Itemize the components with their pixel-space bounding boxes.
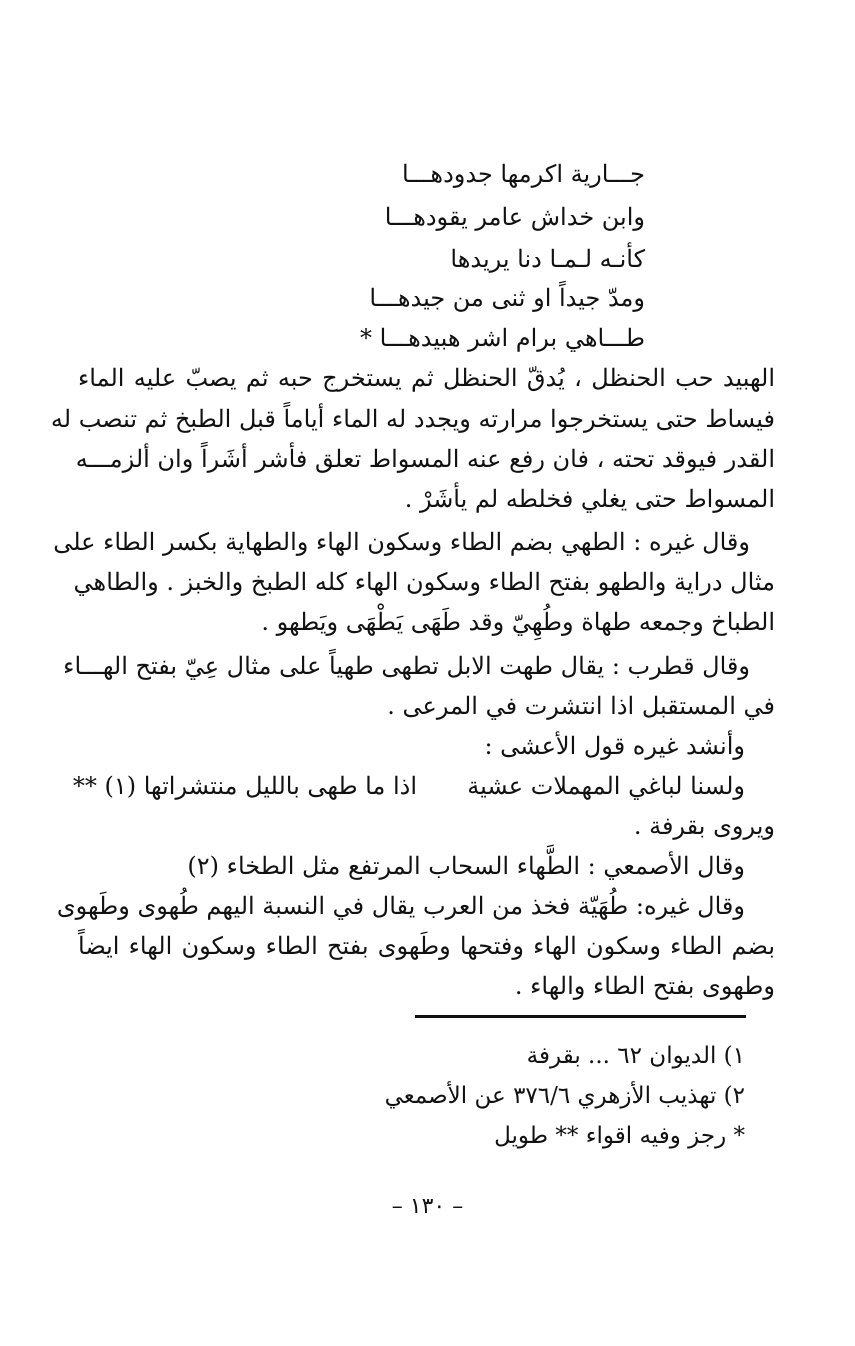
poem-line: طـــاهي برام اشر هبيدهـــا * [360,324,645,352]
paragraph-line: بضم الطاء وسكون الهاء وفتحها وطَهوى بفتح الطاء وسكون الهاء ايضاً [78,932,775,960]
paragraph-line: الطباخ وجمعه طهاة وطُهِيّ وقد طَهَى يَطْهَى ويَطهو . [261,608,775,636]
paragraph-line: وقال غيره: طُهَيّة فخذ من العرب يقال في النسبة اليهم طُهوى وطَهوى [56,892,745,920]
verse-hemistich-first: ولسنا لباغي المهملات عشية [467,772,745,800]
footnote: ٢) تهذيب الأزهري ٣٧٦/٦ عن الأصمعي [384,1083,745,1109]
paragraph-line: وقال غيره : الطهي بضم الطاء وسكون الهاء والطهاية بكسر الطاء على [53,528,750,556]
paragraph-line: مثال دراية والطهو بفتح الطاء وسكون الهاء كله الطبخ والخبز . والطاهي [73,568,775,596]
paragraph-line: الهبيد حب الحنظل ، يُدقّ الحنظل ثم يستخرج حبه ثم يصبّ عليه الماء [78,364,775,392]
footnote: ١) الديوان ٦٢ ... بقرفة [526,1043,745,1069]
page-number: – ١٣٠ – [391,1194,464,1219]
paragraph-line: وقال الأصمعي : الطَّهاء السحاب المرتفع مثل الطخاء (٢) [187,852,745,880]
paragraph-line: فيساط حتى يستخرجوا مرارته ويجدد له الماء أياماً قبل الطبخ ثم تنصب له [50,405,775,433]
poem-line: ومدّ جيداً او ثنى من جيدهـــا [369,284,645,312]
paragraph-line: وطهوى بفتح الطاء والهاء . [514,972,775,1000]
paragraph-line: وأنشد غيره قول الأعشى : [484,732,745,760]
poem-line: جـــارية اكرمها جدودهـــا [402,160,645,188]
verse-hemistich-second: اذا ما طهى بالليل منتشراتها (١) ** [72,772,417,800]
paragraph-line: ويروى بقرفة . [633,812,775,840]
paragraph-line: في المستقبل اذا انتشرت في المرعى . [387,692,775,720]
poem-line: وابن خداش عامر يقودهـــا [384,203,645,231]
paragraph-line: وقال قطرب : يقال طهت الابل تطهى طهياً على مثال عِيّ بفتح الهـــاء [63,652,750,680]
paragraph-line: القدر فيوقد تحته ، فان رفع عنه المسواط تعلق فأشر أشَراً وان ألزمـــه [75,445,775,473]
paragraph-line: المسواط حتى يغلي فخلطه لم يأشَرْ . [404,485,775,513]
poem-line: كأنـه لـمـا دنا يريدها [450,245,645,273]
footnote-divider [415,1015,746,1018]
footnote: * رجز وفيه اقواء ** طويل [494,1123,745,1149]
